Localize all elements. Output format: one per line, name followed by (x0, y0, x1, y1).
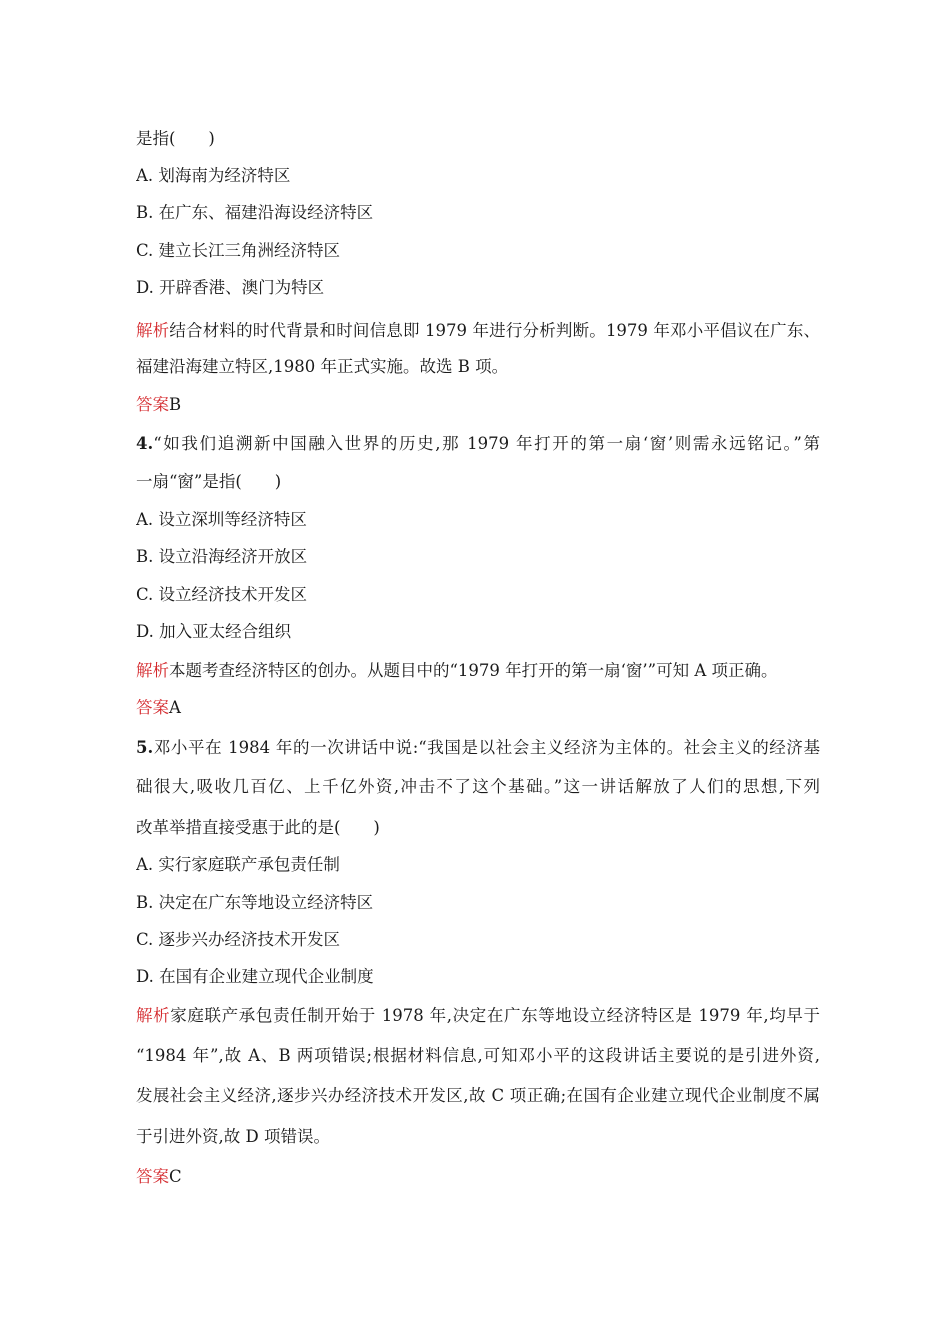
q5-analysis-line-1 (136, 1005, 820, 1027)
q3-analysis-text-1: 结合材料的时代背景和时间信息即 1979 年进行分析判断。1979 年邓小平倡议在广东、 (169, 321, 820, 340)
q5-analysis-line-2: “1984 年”,故 A、B 两项错误;根据材料信息,可知邓小平的这段讲话主要说的是引进外资, (136, 1046, 820, 1065)
q4-answer-label: 答案 (136, 698, 169, 717)
q3-option-d: D. 开辟香港、澳门为特区 (136, 278, 325, 297)
q4-number: 4. (136, 434, 154, 453)
q5-option-d: D. 在国有企业建立现代企业制度 (136, 967, 374, 986)
q3-analysis-label: 解析 (136, 321, 170, 340)
q5-option-c: C. 逐步兴办经济技术开发区 (136, 930, 341, 949)
q5-stem-line-3: 改革举措直接受惠于此的是( ) (136, 818, 380, 837)
q3-option-c: C. 建立长江三角洲经济特区 (136, 241, 341, 260)
q5-stem-line-2: 础很大,吸收几百亿、上千亿外资,冲击不了这个基础。”这一讲话解放了人们的思想,下列 (136, 777, 820, 796)
q4-analysis-label: 解析 (136, 661, 169, 680)
q3-stem-tail: 是指( ) (136, 129, 215, 148)
q5-option-b: B. 决定在广东等地设立经济特区 (136, 893, 374, 912)
q3-option-a: A. 划海南为经济特区 (136, 166, 291, 185)
q4-option-c: C. 设立经济技术开发区 (136, 585, 308, 604)
q4-option-d: D. 加入亚太经合组织 (136, 622, 292, 641)
q3-option-b: B. 在广东、福建沿海设经济特区 (136, 203, 374, 222)
q4-answer (136, 697, 820, 719)
q3-answer-label: 答案 (136, 395, 169, 414)
q4-analysis-line-1 (136, 660, 820, 682)
q4-option-a: A. 设立深圳等经济特区 (136, 510, 307, 529)
q3-analysis-line-1 (136, 320, 820, 342)
q4-stem-text-1: “如我们追溯新中国融入世界的历史,那 1979 年打开的第一扇‘窗’则需永远铭记。”第 (153, 434, 820, 453)
q5-stem-line-1 (136, 737, 820, 759)
q5-option-a: A. 实行家庭联产承包责任制 (136, 855, 340, 874)
q5-analysis-text-1: 家庭联产承包责任制开始于 1978 年,决定在广东等地设立经济特区是 1979 年,均早于 (170, 1006, 820, 1025)
q3-answer-value: B (169, 395, 182, 414)
q4-analysis-text-1: 本题考查经济特区的创办。从题目中的“1979 年打开的第一扇‘窗’”可知 A 项正确。 (169, 661, 778, 680)
q5-answer-label: 答案 (136, 1167, 169, 1186)
q5-analysis-line-4: 于引进外资,故 D 项错误。 (136, 1127, 330, 1146)
q3-answer (136, 394, 820, 416)
q5-number: 5. (136, 738, 154, 757)
q3-analysis-line-2: 福建沿海建立特区,1980 年正式实施。故选 B 项。 (136, 357, 509, 376)
q5-analysis-line-3: 发展社会主义经济,逐步兴办经济技术开发区,故 C 项正确;在国有企业建立现代企业制度不属 (136, 1086, 820, 1105)
q5-answer-value: C (169, 1167, 182, 1186)
q5-analysis-label: 解析 (136, 1006, 171, 1025)
q4-stem-line-1 (136, 433, 820, 455)
q4-answer-value: A (169, 698, 181, 717)
q4-option-b: B. 设立沿海经济开放区 (136, 547, 308, 566)
q5-stem-text-1: 邓小平在 1984 年的一次讲话中说:“我国是以社会主义经济为主体的。社会主义的经济基 (153, 738, 820, 757)
q5-answer (136, 1166, 820, 1188)
q4-stem-line-2: 一扇“窗”是指( ) (136, 472, 282, 491)
